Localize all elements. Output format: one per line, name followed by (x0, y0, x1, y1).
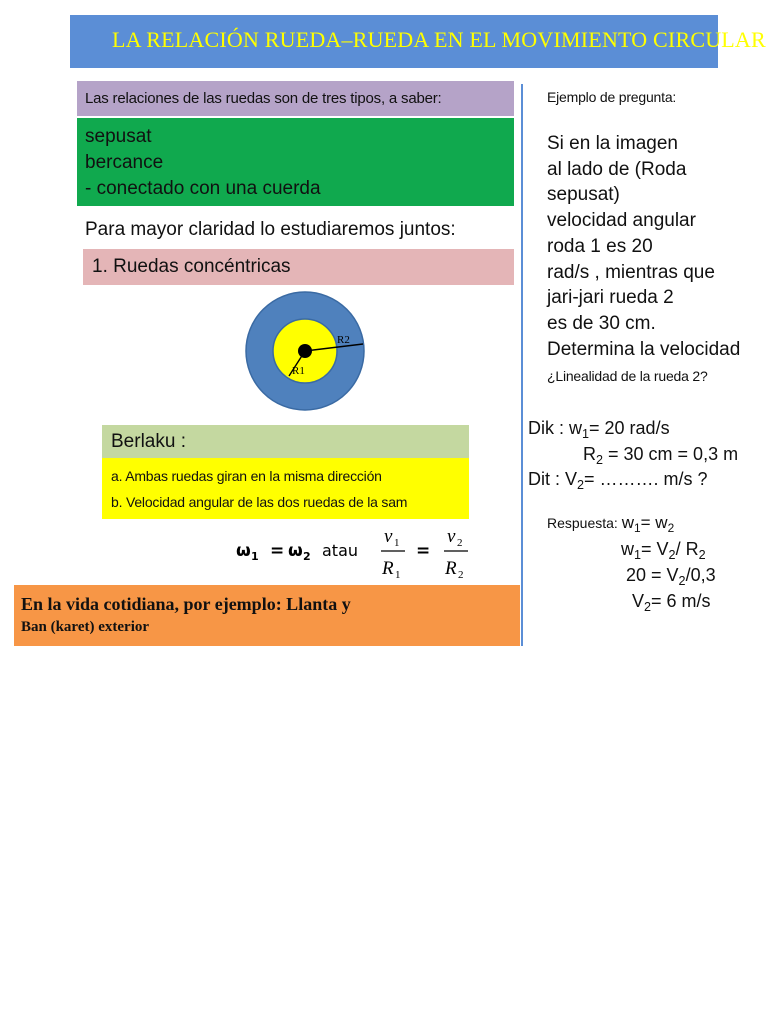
v1-numerator: v (384, 526, 393, 547)
berlaku-list (102, 458, 469, 519)
solution-line-2: $20 = V_2/0,3$ (626, 565, 716, 588)
clarity-text: Para mayor claridad lo estudiaremos juntos: (85, 219, 456, 240)
intro-box: Las relaciones de las ruedas son de tres tipos, a saber: (77, 81, 514, 116)
example-question (547, 131, 740, 362)
question-line: es de 30 cm. (547, 312, 656, 334)
omega-1-sub: 1 (251, 550, 259, 563)
label-r2: R2 (337, 334, 350, 346)
given-radius: $R_2 = 30$ cm = 0,3 m (583, 444, 739, 467)
answer-equation: $w_1= w_2$ (621, 513, 675, 535)
question-line: roda 1 es 20 (547, 235, 653, 257)
question-line: sepusat) (547, 184, 620, 206)
equals-1: = (270, 541, 285, 561)
r2-sub: 2 (458, 569, 464, 581)
daily-life-box (14, 585, 520, 646)
r1-denominator: R (382, 558, 394, 579)
omega-2: ω (288, 541, 303, 561)
type-item: sepusat (85, 126, 152, 147)
equals-2: = (416, 541, 431, 561)
angular-velocity-formula (236, 522, 476, 584)
v2-sub: 2 (457, 537, 463, 549)
daily-line-1: En la vida cotidiana, por ejemplo: Llanta y (21, 594, 351, 614)
r1-sub: 1 (395, 569, 401, 581)
question-line: al lado de (Roda (547, 158, 687, 180)
daily-line-2: Ban (karet) exterior (21, 619, 150, 635)
wheel-types-box (77, 118, 514, 206)
type-item: - conectado con una cuerda (85, 178, 321, 199)
berlaku-item: a. Ambas ruedas giran en la misma dirección (111, 468, 382, 484)
question-line: Si en la imagen (547, 133, 678, 154)
berlaku-item: b. Velocidad angular de las dos ruedas de la sam (111, 494, 408, 510)
section-heading: 1. Ruedas concéntricas (83, 249, 514, 285)
r2-denominator: R (445, 558, 457, 579)
v1-sub: 1 (394, 537, 400, 549)
question-tail: ¿Linealidad de la rueda 2? (547, 368, 708, 384)
concentric-wheels-diagram (240, 286, 370, 421)
answer-label: Respuesta: $w_1= w_2$ (547, 513, 675, 535)
atau-text: atau (322, 541, 359, 560)
solution-line-3: $V_2= 6$ m/s (632, 591, 711, 614)
asked-velocity: Dit : $V_2=$ ………. m/s ? (528, 469, 708, 492)
question-line: jari-jari rueda 2 (547, 287, 674, 309)
omega-2-sub: 2 (303, 550, 311, 563)
label-r1: R1 (292, 365, 305, 377)
example-label: Ejemplo de pregunta: (547, 89, 677, 105)
given-omega: Dik : $w_1= 20$ rad/s (528, 418, 670, 441)
v2-numerator: v (447, 526, 456, 547)
omega-1: ω (236, 541, 251, 561)
column-divider (521, 84, 523, 646)
question-line: Determina la velocidad (547, 338, 741, 360)
page-title: LA RELACIÓN RUEDA–RUEDA EN EL MOVIMIENTO CIRCULAR (112, 27, 766, 52)
solution-line-1: $w_1= V_2/$ $R_2$ (621, 539, 706, 562)
question-line: rad/s , mientras que (547, 261, 715, 283)
question-line: velocidad angular (547, 210, 696, 232)
berlaku-heading: Berlaku : (102, 425, 469, 458)
type-item: bercance (85, 152, 164, 173)
